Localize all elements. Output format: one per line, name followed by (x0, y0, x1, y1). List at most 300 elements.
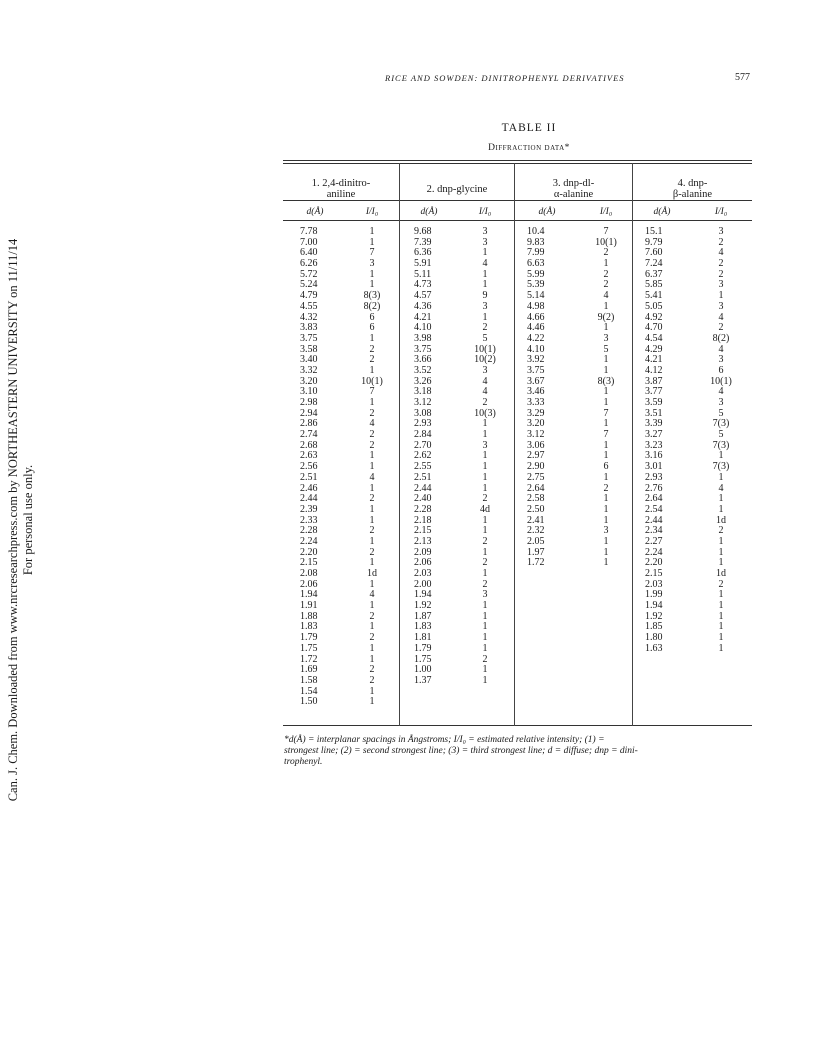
subheader-i-2: I/I₀ (478, 207, 492, 217)
intensity-cell: 2 (718, 268, 724, 280)
intensity-cell: 3 (718, 279, 724, 291)
intensity-cell: 1 (603, 418, 609, 430)
d-spacing-cell: 1.69 (300, 664, 318, 676)
d-spacing-cell: 1.94 (414, 589, 432, 601)
d-spacing-cell: 4.55 (300, 300, 318, 312)
intensity-cell: 4 (482, 375, 488, 387)
intensity-cell: 5 (603, 343, 609, 355)
intensity-cell: 8(3) (363, 290, 381, 302)
d-spacing-cell: 2.74 (300, 429, 318, 441)
running-head: RICE AND SOWDEN: DINITROPHENYL DERIVATIVES (385, 73, 625, 83)
intensity-cell: 1 (369, 557, 375, 569)
intensity-cell: 8(2) (363, 300, 381, 312)
intensity-cell: 2 (369, 664, 375, 676)
intensity-cell: 1 (369, 397, 375, 408)
page-number: 577 (735, 72, 750, 83)
d-spacing-cell: 1.75 (414, 653, 432, 665)
intensity-cell: 1 (369, 535, 375, 547)
d-spacing-cell: 4.73 (414, 279, 432, 291)
intensity-cell: 1 (369, 685, 375, 697)
intensity-cell: 1 (718, 557, 724, 569)
intensity-cell: 1 (603, 354, 609, 366)
d-spacing-cell: 2.64 (527, 482, 545, 494)
d-spacing-cell: 2.34 (645, 525, 663, 537)
d-spacing-cell: 5.91 (414, 258, 432, 270)
intensity-cell: 2 (718, 236, 724, 248)
d-spacing-cell: 2.03 (414, 568, 432, 579)
intensity-cell: 2 (482, 653, 488, 665)
d-spacing-cell: 1.00 (414, 664, 432, 676)
intensity-cell: 4 (718, 247, 724, 259)
intensity-cell: 7 (603, 429, 609, 441)
d-spacing-cell: 4.10 (414, 322, 432, 334)
intensity-cell: 1 (482, 482, 488, 494)
intensity-cell: 1 (482, 279, 488, 291)
intensity-cell: 1 (718, 610, 724, 622)
d-spacing-cell: 7.00 (300, 236, 318, 248)
d-spacing-cell: 3.40 (300, 354, 318, 366)
intensity-cell: 4 (718, 482, 724, 494)
intensity-cell: 1 (603, 557, 609, 569)
intensity-cell: 1 (482, 525, 488, 537)
d-spacing-cell: 3.83 (300, 322, 318, 334)
intensity-cell: 4 (482, 258, 488, 270)
d-spacing-cell: 3.75 (527, 364, 545, 376)
d-spacing-cell: 4.29 (645, 343, 663, 355)
d-spacing-cell: 7.60 (645, 247, 663, 259)
d-spacing-cell: 3.39 (645, 418, 663, 430)
intensity-cell: 1 (369, 642, 375, 654)
d-spacing-cell: 3.08 (414, 407, 432, 419)
intensity-cell: 3 (482, 236, 488, 248)
intensity-cell: 2 (369, 610, 375, 622)
intensity-cell: 1 (603, 450, 609, 462)
d-spacing-cell: 3.75 (300, 332, 318, 344)
d-spacing-cell: 10.4 (527, 226, 545, 237)
d-spacing-cell: 2.56 (300, 461, 318, 473)
d-spacing-cell: 3.20 (300, 375, 318, 387)
intensity-cell: 4d (480, 503, 490, 515)
intensity-cell: 2 (369, 439, 375, 451)
intensity-cell: 1 (369, 461, 375, 473)
intensity-cell: 1 (603, 386, 609, 398)
intensity-cell: 1 (482, 642, 488, 654)
intensity-cell: 1 (603, 546, 609, 558)
intensity-cell: 5 (482, 332, 488, 344)
intensity-cell: 2 (369, 407, 375, 419)
d-spacing-cell: 5.85 (645, 279, 663, 291)
intensity-cell: 4 (369, 471, 375, 483)
intensity-cell: 3 (718, 354, 724, 366)
intensity-cell: 7 (603, 407, 609, 419)
table-top-rule (283, 160, 752, 161)
intensity-cell: 3 (603, 332, 609, 344)
intensity-cell: 1 (603, 535, 609, 547)
d-values-column-4 (645, 227, 663, 655)
d-spacing-cell: 5.39 (527, 279, 545, 291)
intensity-cell: 2 (482, 397, 488, 408)
d-spacing-cell: 6.40 (300, 247, 318, 259)
d-spacing-cell: 3.58 (300, 343, 318, 355)
d-spacing-cell: 2.44 (300, 493, 318, 505)
d-spacing-cell: 2.13 (414, 535, 432, 547)
intensity-column-4 (703, 227, 739, 655)
intensity-cell: 4 (369, 418, 375, 430)
d-spacing-cell: 3.29 (527, 407, 545, 419)
intensity-cell: 3 (482, 300, 488, 312)
d-spacing-cell: 3.06 (527, 439, 545, 451)
d-spacing-cell: 2.03 (645, 578, 663, 590)
intensity-cell: 10(1) (361, 375, 383, 387)
intensity-cell: 7(3) (712, 439, 730, 451)
intensity-cell: 1 (369, 279, 375, 291)
intensity-cell: 6 (369, 322, 375, 334)
table-top-rule-2 (283, 163, 752, 164)
d-spacing-cell: 2.90 (527, 461, 545, 473)
subheader-d-2: d(Å) (420, 207, 438, 217)
intensity-cell: 1 (369, 482, 375, 494)
intensity-cell: 1 (482, 600, 488, 612)
d-spacing-cell: 2.64 (645, 493, 663, 505)
intensity-cell: 1 (718, 503, 724, 515)
intensity-cell: 1 (482, 674, 488, 686)
d-spacing-cell: 2.09 (414, 546, 432, 558)
d-spacing-cell: 5.11 (414, 268, 432, 280)
d-spacing-cell: 3.16 (645, 450, 663, 462)
d-spacing-cell: 2.33 (300, 514, 318, 526)
d-spacing-cell: 7.39 (414, 236, 432, 248)
table-caption: Diffraction data* (488, 143, 570, 153)
d-spacing-cell: 6.36 (414, 247, 432, 259)
d-spacing-cell: 4.22 (527, 332, 545, 344)
intensity-cell: 2 (369, 354, 375, 366)
intensity-cell: 10(1) (710, 375, 732, 387)
d-spacing-cell: 1.94 (300, 589, 318, 601)
d-spacing-cell: 2.41 (527, 514, 545, 526)
intensity-cell: 5 (718, 429, 724, 441)
intensity-cell: 6 (718, 364, 724, 376)
d-spacing-cell: 5.24 (300, 279, 318, 291)
intensity-cell: 3 (718, 397, 724, 408)
intensity-cell: 3 (482, 589, 488, 601)
intensity-cell: 2 (482, 493, 488, 505)
intensity-cell: 6 (369, 311, 375, 323)
d-spacing-cell: 2.93 (645, 471, 663, 483)
intensity-cell: 1 (369, 364, 375, 376)
intensity-cell: 2 (369, 429, 375, 441)
intensity-cell: 3 (718, 226, 724, 237)
intensity-cell: 1 (603, 300, 609, 312)
d-spacing-cell: 2.86 (300, 418, 318, 430)
d-values-column-3 (527, 227, 545, 569)
d-values-column-1 (300, 227, 318, 708)
subheader-d-3: d(Å) (538, 207, 556, 217)
d-spacing-cell: 2.51 (300, 471, 318, 483)
intensity-cell: 1 (482, 461, 488, 473)
intensity-cell: 4 (718, 386, 724, 398)
subheader-i-3: I/I₀ (599, 207, 613, 217)
intensity-cell: 1 (718, 642, 724, 654)
d-spacing-cell: 2.39 (300, 503, 318, 515)
d-spacing-cell: 4.32 (300, 311, 318, 323)
intensity-cell: 5 (718, 407, 724, 419)
intensity-cell: 2 (603, 268, 609, 280)
header-rule (283, 200, 752, 201)
intensity-cell: 4 (603, 290, 609, 302)
column-header-3: 3. dnp-dl- α-alanine (552, 178, 595, 200)
d-spacing-cell: 1.97 (527, 546, 545, 558)
d-spacing-cell: 2.08 (300, 568, 318, 579)
intensity-cell: 1 (369, 450, 375, 462)
intensity-cell: 1 (369, 236, 375, 248)
d-spacing-cell: 2.55 (414, 461, 432, 473)
intensity-cell: 4 (718, 311, 724, 323)
d-spacing-cell: 15.1 (645, 226, 663, 237)
intensity-cell: 1 (718, 546, 724, 558)
d-spacing-cell: 3.75 (414, 343, 432, 355)
d-spacing-cell: 3.92 (527, 354, 545, 366)
d-spacing-cell: 2.75 (527, 471, 545, 483)
intensity-cell: 2 (369, 632, 375, 644)
d-spacing-cell: 5.41 (645, 290, 663, 302)
d-spacing-cell: 1.81 (414, 632, 432, 644)
d-spacing-cell: 4.70 (645, 322, 663, 334)
d-spacing-cell: 6.37 (645, 268, 663, 280)
intensity-cell: 1 (369, 514, 375, 526)
intensity-cell: 1 (369, 578, 375, 590)
d-spacing-cell: 3.20 (527, 418, 545, 430)
d-spacing-cell: 2.27 (645, 535, 663, 547)
d-spacing-cell: 3.51 (645, 407, 663, 419)
intensity-cell: 7(3) (712, 418, 730, 430)
intensity-cell: 2 (369, 525, 375, 537)
d-spacing-cell: 3.10 (300, 386, 318, 398)
d-spacing-cell: 1.91 (300, 600, 318, 612)
intensity-cell: 1 (369, 696, 375, 708)
d-spacing-cell: 3.12 (414, 397, 432, 408)
d-spacing-cell: 1.72 (300, 653, 318, 665)
d-spacing-cell: 3.33 (527, 397, 545, 408)
intensity-cell: 1 (482, 418, 488, 430)
intensity-cell: 1 (603, 364, 609, 376)
intensity-cell: 1 (482, 621, 488, 633)
d-spacing-cell: 2.94 (300, 407, 318, 419)
intensity-cell: 1 (603, 322, 609, 334)
intensity-cell: 1 (603, 258, 609, 270)
d-spacing-cell: 1.92 (645, 610, 663, 622)
d-spacing-cell: 2.84 (414, 429, 432, 441)
table-footnote: *d(Å) = interplanar spacings in Ångstroms; I/I₀ = estimated relative intensity; (1) = strongest line; (2) = second strongest line; (3) = third strongest line; d = diffuse; dnp = dini- trophenyl. (284, 735, 638, 767)
column-divider (399, 163, 400, 726)
intensity-cell: 1 (369, 621, 375, 633)
d-spacing-cell: 4.21 (645, 354, 663, 366)
intensity-cell: 1 (482, 610, 488, 622)
d-spacing-cell: 1.83 (414, 621, 432, 633)
intensity-cell: 7 (369, 386, 375, 398)
subheader-rule (283, 220, 752, 221)
intensity-cell: 1 (482, 471, 488, 483)
d-spacing-cell: 3.27 (645, 429, 663, 441)
d-spacing-cell: 1.72 (527, 557, 545, 569)
intensity-cell: 4 (482, 386, 488, 398)
d-spacing-cell: 1.50 (300, 696, 318, 708)
intensity-cell: 4 (718, 343, 724, 355)
intensity-cell: 2 (369, 674, 375, 686)
d-spacing-cell: 5.14 (527, 290, 545, 302)
intensity-cell: 1 (603, 397, 609, 408)
d-spacing-cell: 3.98 (414, 332, 432, 344)
intensity-cell: 1 (482, 311, 488, 323)
intensity-cell: 2 (369, 493, 375, 505)
d-spacing-cell: 4.46 (527, 322, 545, 334)
intensity-cell: 2 (482, 535, 488, 547)
intensity-cell: 1 (718, 589, 724, 601)
d-spacing-cell: 1.80 (645, 632, 663, 644)
d-spacing-cell: 9.83 (527, 236, 545, 248)
intensity-cell: 2 (718, 578, 724, 590)
subheader-i-4: I/I₀ (714, 207, 728, 217)
intensity-cell: 6 (603, 461, 609, 473)
intensity-cell: 1 (718, 290, 724, 302)
intensity-cell: 3 (718, 300, 724, 312)
side-note-line-1: Can. J. Chem. Downloaded from www.nrcresearchpress.com by NORTHEASTERN UNIVERSITY on 11/11/14 (6, 238, 20, 802)
d-spacing-cell: 2.24 (645, 546, 663, 558)
intensity-cell: 1 (482, 546, 488, 558)
intensity-cell: 1 (482, 450, 488, 462)
d-spacing-cell: 4.57 (414, 290, 432, 302)
d-spacing-cell: 3.52 (414, 364, 432, 376)
d-spacing-cell: 3.32 (300, 364, 318, 376)
d-spacing-cell: 4.98 (527, 300, 545, 312)
intensity-cell: 1 (482, 632, 488, 644)
d-spacing-cell: 2.76 (645, 482, 663, 494)
intensity-cell: 1 (369, 268, 375, 280)
d-spacing-cell: 2.15 (414, 525, 432, 537)
d-spacing-cell: 2.62 (414, 450, 432, 462)
d-spacing-cell: 2.44 (645, 514, 663, 526)
intensity-cell: 9(2) (597, 311, 615, 323)
d-spacing-cell: 2.93 (414, 418, 432, 430)
intensity-cell: 3 (482, 364, 488, 376)
d-spacing-cell: 6.63 (527, 258, 545, 270)
d-spacing-cell: 4.66 (527, 311, 545, 323)
d-spacing-cell: 2.15 (645, 568, 663, 579)
intensity-cell: 2 (482, 557, 488, 569)
d-spacing-cell: 2.20 (300, 546, 318, 558)
table-bottom-rule (283, 725, 752, 726)
column-header-4: 4. dnp- β-alanine (672, 178, 713, 200)
d-spacing-cell: 2.05 (527, 535, 545, 547)
d-spacing-cell: 1.99 (645, 589, 663, 601)
d-spacing-cell: 3.18 (414, 386, 432, 398)
intensity-cell: 2 (603, 279, 609, 291)
table-title: TABLE II (501, 122, 557, 134)
d-spacing-cell: 1.87 (414, 610, 432, 622)
d-spacing-cell: 1.83 (300, 621, 318, 633)
d-spacing-cell: 5.05 (645, 300, 663, 312)
intensity-cell: 3 (482, 439, 488, 451)
intensity-cell: 3 (603, 525, 609, 537)
intensity-cell: 2 (718, 525, 724, 537)
intensity-cell: 1 (369, 653, 375, 665)
intensity-cell: 1 (482, 429, 488, 441)
intensity-column-3 (588, 227, 624, 569)
subheader-d-4: d(Å) (653, 207, 671, 217)
d-spacing-cell: 9.79 (645, 236, 663, 248)
d-spacing-cell: 2.00 (414, 578, 432, 590)
intensity-cell: 1 (718, 535, 724, 547)
intensity-cell: 8(2) (712, 332, 730, 344)
d-spacing-cell: 2.28 (414, 503, 432, 515)
intensity-cell: 1 (603, 471, 609, 483)
d-spacing-cell: 2.44 (414, 482, 432, 494)
d-spacing-cell: 7.99 (527, 247, 545, 259)
d-spacing-cell: 2.68 (300, 439, 318, 451)
d-spacing-cell: 1.54 (300, 685, 318, 697)
intensity-cell: 1 (482, 514, 488, 526)
intensity-column-1 (354, 227, 390, 708)
column-header-2: 2. dnp-glycine (426, 184, 488, 195)
d-spacing-cell: 2.18 (414, 514, 432, 526)
intensity-cell: 1 (718, 632, 724, 644)
d-spacing-cell: 1.37 (414, 674, 432, 686)
d-spacing-cell: 2.15 (300, 557, 318, 569)
intensity-cell: 2 (718, 322, 724, 334)
d-spacing-cell: 7.78 (300, 226, 318, 237)
intensity-cell: 7 (369, 247, 375, 259)
d-spacing-cell: 9.68 (414, 226, 432, 237)
d-spacing-cell: 3.12 (527, 429, 545, 441)
intensity-cell: 1d (716, 514, 726, 526)
intensity-cell: 9 (482, 290, 488, 302)
intensity-cell: 10(2) (474, 354, 496, 366)
d-spacing-cell: 3.59 (645, 397, 663, 408)
intensity-cell: 2 (369, 343, 375, 355)
intensity-cell: 10(1) (595, 236, 617, 248)
intensity-cell: 1 (603, 493, 609, 505)
d-spacing-cell: 3.87 (645, 375, 663, 387)
d-spacing-cell: 7.24 (645, 258, 663, 270)
intensity-cell: 1 (369, 600, 375, 612)
column-divider (632, 163, 633, 726)
d-spacing-cell: 3.26 (414, 375, 432, 387)
intensity-cell: 2 (482, 578, 488, 590)
d-spacing-cell: 1.85 (645, 621, 663, 633)
intensity-cell: 2 (718, 258, 724, 270)
d-spacing-cell: 4.92 (645, 311, 663, 323)
d-spacing-cell: 2.58 (527, 493, 545, 505)
d-spacing-cell: 3.67 (527, 375, 545, 387)
intensity-cell: 1 (482, 568, 488, 579)
d-spacing-cell: 2.24 (300, 535, 318, 547)
d-spacing-cell: 3.46 (527, 386, 545, 398)
d-spacing-cell: 2.40 (414, 493, 432, 505)
intensity-cell: 1 (718, 450, 724, 462)
intensity-cell: 1 (369, 332, 375, 344)
intensity-cell: 8(3) (597, 375, 615, 387)
column-header-1: 1. 2,4-dinitro- aniline (311, 178, 371, 200)
column-divider (514, 163, 515, 726)
d-spacing-cell: 2.51 (414, 471, 432, 483)
d-spacing-cell: 2.70 (414, 439, 432, 451)
d-spacing-cell: 2.28 (300, 525, 318, 537)
intensity-cell: 2 (482, 322, 488, 334)
intensity-cell: 1 (369, 226, 375, 237)
intensity-cell: 1d (367, 568, 377, 579)
intensity-cell: 7 (603, 226, 609, 237)
intensity-cell: 4 (369, 589, 375, 601)
subheader-d-1: d(Å) (306, 207, 324, 217)
